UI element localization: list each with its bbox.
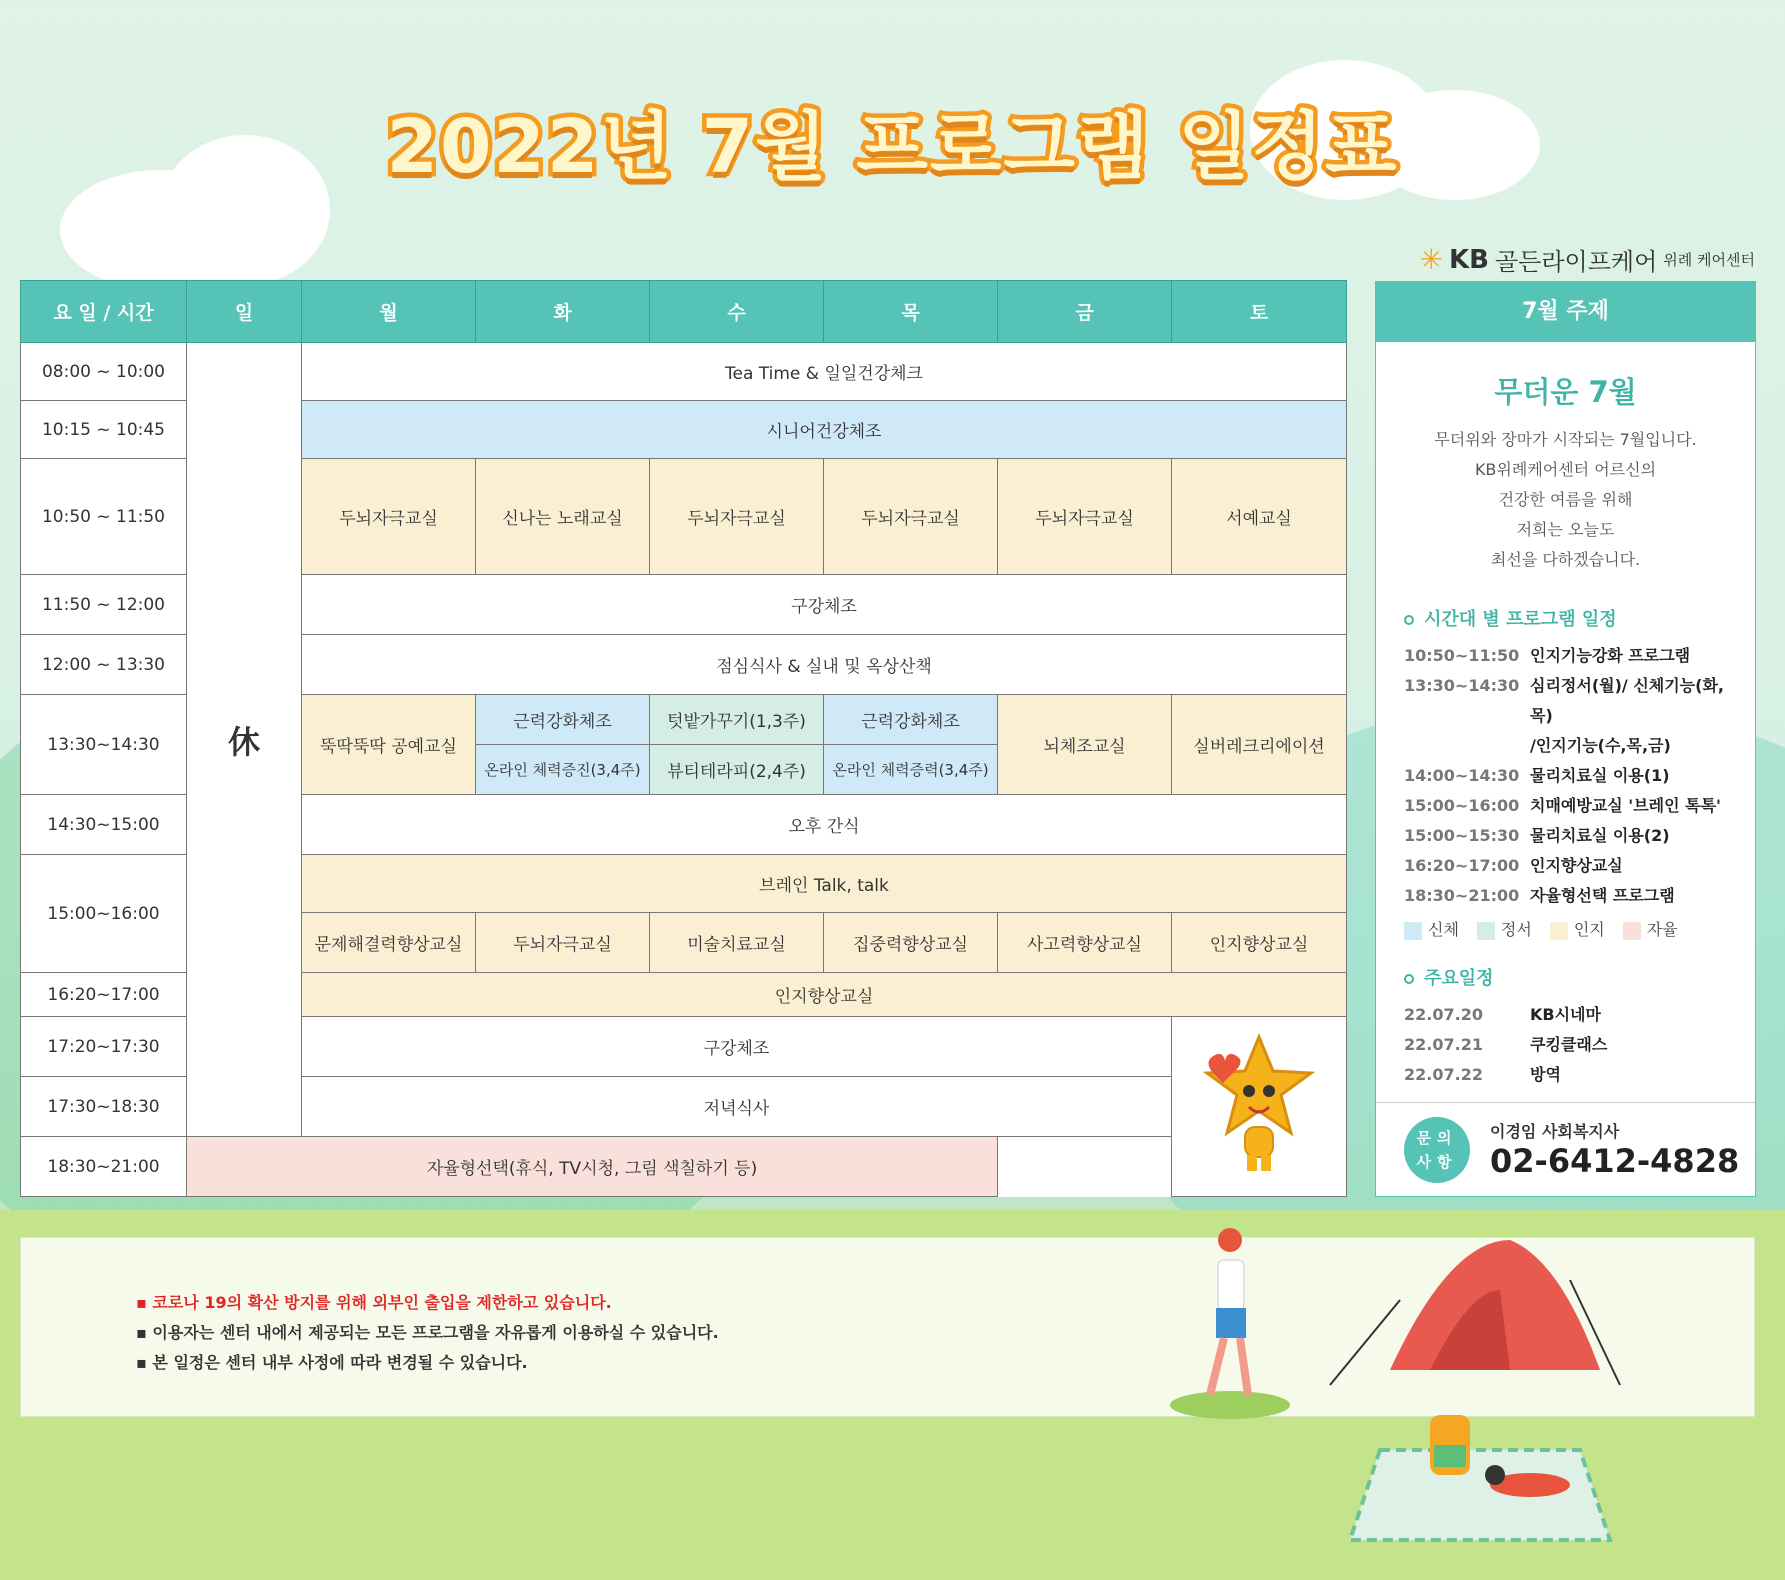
mascot-cell (1172, 1017, 1347, 1197)
message-line: 저희는 오늘도 (1516, 520, 1615, 539)
time-cell: 10:15 ~ 10:45 (21, 401, 187, 459)
legend-swatch (1623, 922, 1641, 940)
kb-star-icon: ✳ (1419, 243, 1444, 276)
program-cell: 인지향상교실 (1172, 913, 1347, 973)
program-time: 15:00~15:30 (1404, 826, 1520, 845)
program-time: 15:00~16:00 (1404, 796, 1520, 815)
theme-title: 무더운 7월 (1494, 375, 1637, 409)
schedule-table (20, 280, 1347, 1197)
program-cell: 근력강화체조 (824, 695, 998, 745)
program-cell: 뷰티테라피(2,4주) (650, 745, 824, 795)
program-cell: 실버레크리에이션 (1172, 695, 1347, 795)
legend-label: 신체 (1428, 920, 1459, 939)
message-line: 무더위와 장마가 시작되는 7월입니다. (1434, 430, 1697, 449)
program-cell: 두뇌자극교실 (650, 459, 824, 575)
badge-text: 사항 (1416, 1152, 1458, 1171)
theme-message (1376, 425, 1755, 575)
program-time: 18:30~21:00 (1404, 886, 1520, 905)
legend-swatch (1477, 922, 1495, 940)
contact-badge (1404, 1117, 1470, 1183)
legend-label: 인지 (1573, 920, 1605, 939)
table-row (21, 343, 1347, 401)
time-cell: 16:20~17:00 (21, 973, 187, 1017)
time-cell: 15:00~16:00 (21, 855, 187, 973)
program-cell: 두뇌자극교실 (824, 459, 998, 575)
program-cell: 점심식사 & 실내 및 옥상산책 (302, 635, 1347, 695)
camping-illustration (1150, 1220, 1630, 1550)
program-cell: 두뇌자극교실 (998, 459, 1172, 575)
time-cell: 10:50 ~ 11:50 (21, 459, 187, 575)
program-name: 자율형선택 프로그램 (1530, 886, 1675, 905)
brand-name: 골든라이프케어 (1494, 248, 1658, 276)
time-cell: 11:50 ~ 12:00 (21, 575, 187, 635)
brand-logo (1420, 242, 1755, 277)
program-cell: Tea Time & 일일건강체크 (302, 343, 1347, 401)
column-header: 목 (824, 281, 998, 343)
legend-swatch (1404, 922, 1422, 940)
circle-bullet-icon (1404, 974, 1414, 984)
program-row (1404, 731, 1755, 761)
section-title (1404, 605, 1755, 631)
legend-item (1404, 917, 1459, 940)
program-cell: 신나는 노래교실 (476, 459, 650, 575)
contact-name: 이경임 사회복지사 (1490, 1122, 1620, 1141)
program-cell: 문제해결력향상교실 (302, 913, 476, 973)
message-line: KB위례케어센터 어르신의 (1474, 460, 1657, 479)
section-title (1404, 964, 1755, 990)
program-cell: 구강체조 (302, 1017, 1172, 1077)
program-cell: 온라인 체력증력(3,4주) (824, 745, 998, 795)
program-name: 치매예방교실 '브레인 톡톡' (1530, 796, 1721, 815)
legend-label: 자율 (1646, 920, 1678, 939)
column-header: 월 (302, 281, 476, 343)
event-row (1404, 1000, 1755, 1030)
program-cell: 사고력향상교실 (998, 913, 1172, 973)
program-name: 심리정서(월)/ 신체기능(화,목) (1530, 676, 1724, 725)
program-cell: 뇌체조교실 (998, 695, 1172, 795)
program-cell: 구강체조 (302, 575, 1347, 635)
message-line: 건강한 여름을 위해 (1498, 490, 1633, 509)
program-cell: 자율형선택(휴식, TV시청, 그림 색칠하기 등) (187, 1137, 998, 1197)
program-name: 물리치료실 이용(1) (1530, 766, 1670, 785)
section-title-text: 주요일정 (1424, 968, 1494, 989)
program-cell: 두뇌자극교실 (476, 913, 650, 973)
program-cell: 온라인 체력증진(3,4주) (476, 745, 650, 795)
program-name: /인지기능(수,목,금) (1530, 736, 1671, 755)
program-row (1404, 821, 1755, 851)
time-cell: 14:30~15:00 (21, 795, 187, 855)
program-row (1404, 761, 1755, 791)
time-cell: 17:30~18:30 (21, 1077, 187, 1137)
program-cell: 두뇌자극교실 (302, 459, 476, 575)
brand-kb: KB (1449, 244, 1489, 275)
section-title-text: 시간대 별 프로그램 일정 (1424, 609, 1617, 630)
sunday-closed-cell: 休 (187, 343, 302, 1137)
contact-info (1490, 1119, 1739, 1180)
time-cell: 17:20~17:30 (21, 1017, 187, 1077)
program-row (1404, 851, 1755, 881)
program-cell: 뚝딱뚝딱 공예교실 (302, 695, 476, 795)
page-title: 2022년 7월 프로그램 일정표 (386, 104, 1399, 190)
badge-text: 문의 (1416, 1128, 1458, 1147)
program-cell: 텃밭가꾸기(1,3주) (650, 695, 824, 745)
brand-sub: 위례 케어센터 (1663, 251, 1755, 269)
star-mascot-illustration (1199, 1029, 1319, 1179)
notice-item: ▪ 본 일정은 센터 내부 사정에 따라 변경될 수 있습니다. (136, 1348, 1754, 1378)
notice-item: ▪ 코로나 19의 확산 방지를 위해 외부인 출입을 제한하고 있습니다. (136, 1288, 1754, 1318)
program-cell: 근력강화체조 (476, 695, 650, 745)
program-cell: 서예교실 (1172, 459, 1347, 575)
column-header: 수 (650, 281, 824, 343)
event-row (1404, 1030, 1755, 1060)
column-header: 요 일 / 시간 (21, 281, 187, 343)
circle-bullet-icon (1404, 615, 1414, 625)
time-cell: 08:00 ~ 10:00 (21, 343, 187, 401)
event-date: 22.07.22 (1404, 1065, 1483, 1084)
program-name: 물리치료실 이용(2) (1530, 826, 1670, 845)
program-cell: 집중력향상교실 (824, 913, 998, 973)
event-row (1404, 1060, 1755, 1090)
legend-item (1623, 917, 1678, 940)
column-header: 일 (187, 281, 302, 343)
legend-label: 정서 (1500, 920, 1532, 939)
column-header: 화 (476, 281, 650, 343)
program-row (1404, 881, 1755, 911)
monthly-theme-panel (1375, 281, 1756, 1197)
program-cell: 인지향상교실 (302, 973, 1347, 1017)
event-date: 22.07.21 (1404, 1035, 1483, 1054)
table-row (21, 1137, 1347, 1197)
program-time: 13:30~14:30 (1404, 676, 1520, 695)
program-name: 인지기능강화 프로그램 (1530, 646, 1691, 665)
program-name: 인지향상교실 (1530, 856, 1623, 875)
legend-swatch (1550, 922, 1568, 940)
event-name: 쿠킹클래스 (1530, 1035, 1608, 1054)
event-date: 22.07.20 (1404, 1005, 1483, 1024)
notice-item: ▪ 이용자는 센터 내에서 제공되는 모든 프로그램을 자유롭게 이용하실 수 있습니다. (136, 1318, 1754, 1348)
program-time: 10:50~11:50 (1404, 646, 1520, 665)
time-cell: 13:30~14:30 (21, 695, 187, 795)
time-cell: 12:00 ~ 13:30 (21, 635, 187, 695)
column-header: 금 (998, 281, 1172, 343)
event-name: 방역 (1530, 1065, 1561, 1084)
table-header-row (21, 281, 1347, 343)
contact-phone[interactable]: 02-6412-4828 (1490, 1142, 1740, 1180)
color-legend (1404, 917, 1755, 940)
program-row (1404, 641, 1755, 671)
program-time: 14:00~14:30 (1404, 766, 1520, 785)
message-line: 최선을 다하겠습니다. (1490, 550, 1641, 569)
contact-box (1376, 1102, 1755, 1196)
program-cell: 브레인 Talk, talk (302, 855, 1347, 913)
program-cell: 시니어건강체조 (302, 401, 1347, 459)
program-cell: 오후 간식 (302, 795, 1347, 855)
legend-item (1550, 917, 1605, 940)
program-cell: 저녁식사 (302, 1077, 1172, 1137)
column-header: 토 (1172, 281, 1347, 343)
program-time (1404, 731, 1530, 761)
program-time: 16:20~17:00 (1404, 856, 1520, 875)
program-row (1404, 671, 1755, 731)
legend-item (1477, 917, 1532, 940)
panel-header: 7월 주제 (1376, 282, 1755, 342)
event-name: KB시네마 (1530, 1005, 1601, 1024)
time-cell: 18:30~21:00 (21, 1137, 187, 1197)
program-cell: 미술치료교실 (650, 913, 824, 973)
program-row (1404, 791, 1755, 821)
